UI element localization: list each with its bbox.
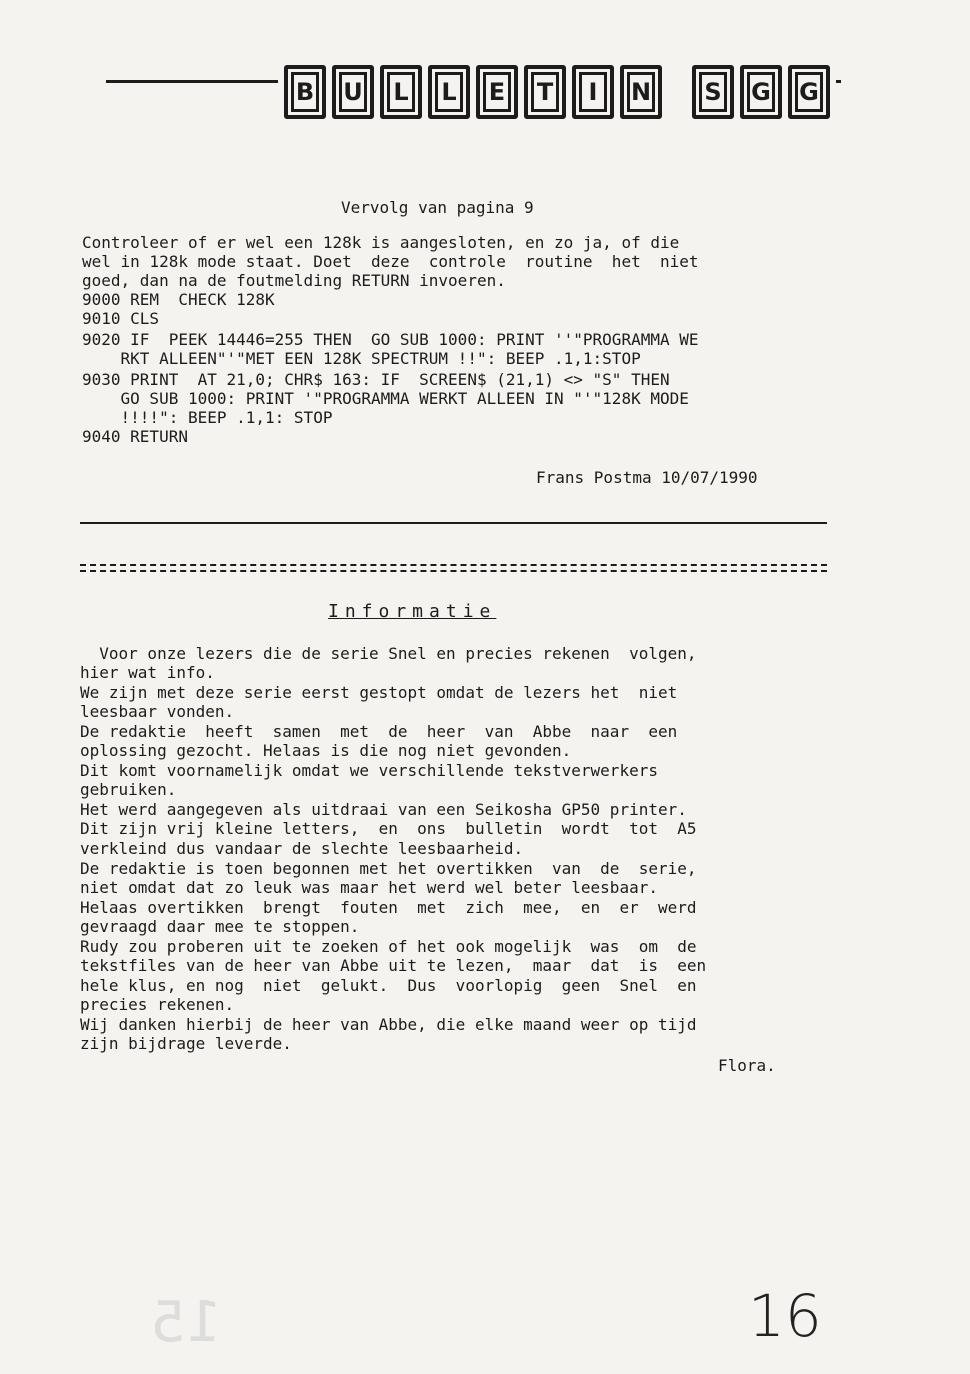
double-dashed-divider	[80, 564, 827, 572]
article1-line: Controleer of er wel een 128k is aangesloten, en zo ja, of die	[82, 233, 680, 252]
article2-title: Informatie	[328, 601, 497, 622]
article1-line: goed, dan na de foutmelding RETURN invoeren.	[82, 271, 506, 290]
article2-line: hele klus, en nog niet gelukt. Dus voorlopig geen Snel en	[80, 976, 697, 995]
code-line: 9040 RETURN	[82, 427, 188, 446]
code-line: !!!!": BEEP .1,1: STOP	[82, 408, 333, 427]
banner-letter: G	[740, 65, 782, 119]
banner-letter: I	[572, 65, 614, 119]
article2-line: Dit zijn vrij kleine letters, en ons bulletin wordt tot A5	[80, 819, 697, 838]
article2-line: gevraagd daar mee te stoppen.	[80, 917, 360, 936]
banner-letter: N	[620, 65, 662, 119]
banner-letter: E	[476, 65, 518, 119]
banner-letter: L	[380, 65, 422, 119]
article1-signature: Frans Postma 10/07/1990	[536, 468, 758, 487]
banner-letter: T	[524, 65, 566, 119]
banner-letter: L	[428, 65, 470, 119]
article2-line: Rudy zou proberen uit te zoeken of het ook mogelijk was om de	[80, 937, 697, 956]
bleed-through-page-number: 15	[150, 1290, 222, 1355]
article2-line: zijn bijdrage leverde.	[80, 1034, 292, 1053]
article2-line: hier wat info.	[80, 663, 215, 682]
article2-line: Dit komt voornamelijk omdat we verschillende tekstverwerkers	[80, 761, 658, 780]
article2-line: Wij danken hierbij de heer van Abbe, die elke maand weer op tijd	[80, 1015, 697, 1034]
banner-letter: B	[284, 65, 326, 119]
article1-line: wel in 128k mode staat. Doet deze controle routine het niet	[82, 252, 699, 271]
article2-line: precies rekenen.	[80, 995, 235, 1014]
article2-line: oplossing gezocht. Helaas is die nog niet gevonden.	[80, 741, 572, 760]
article2-line: tekstfiles van de heer van Abbe uit te lezen, maar dat is een	[80, 956, 707, 975]
article2-signature: Flora.	[718, 1056, 776, 1075]
continued-note: Vervolg van pagina 9	[341, 198, 534, 217]
code-line: 9000 REM CHECK 128K	[82, 290, 275, 309]
bulletin-banner	[278, 64, 836, 120]
banner-letter: G	[788, 65, 830, 119]
article2-line: Voor onze lezers die de serie Snel en precies rekenen volgen,	[80, 644, 697, 663]
section-divider	[80, 522, 827, 524]
code-line: 9020 IF PEEK 14446=255 THEN GO SUB 1000: PRINT ''"PROGRAMMA WE	[82, 330, 699, 349]
code-line: GO SUB 1000: PRINT '"PROGRAMMA WERKT ALLEEN IN "'"128K MODE	[82, 389, 689, 408]
code-line: 9030 PRINT AT 21,0; CHR$ 163: IF SCREEN$ (21,1) <> "S" THEN	[82, 370, 670, 389]
article2-line: De redaktie is toen begonnen met het overtikken van de serie,	[80, 859, 697, 878]
article2-line: gebruiken.	[80, 780, 177, 799]
article2-line: leesbaar vonden.	[80, 702, 235, 721]
article2-line: niet omdat dat zo leuk was maar het werd wel beter leesbaar.	[80, 878, 658, 897]
page-number: 16	[748, 1282, 822, 1350]
banner-letter: S	[692, 65, 734, 119]
code-line: 9010 CLS	[82, 309, 160, 328]
banner-letter: U	[332, 65, 374, 119]
article2-line: We zijn met deze serie eerst gestopt omdat de lezers het niet	[80, 683, 678, 702]
article2-line: Helaas overtikken brengt fouten met zich mee, en er werd	[80, 898, 697, 917]
article2-line: De redaktie heeft samen met de heer van Abbe naar een	[80, 722, 678, 741]
article2-line: Het werd aangegeven als uitdraai van een Seikosha GP50 printer.	[80, 800, 687, 819]
code-line: RKT ALLEEN"'"MET EEN 128K SPECTRUM !!": BEEP .1,1:STOP	[82, 349, 641, 368]
article2-line: verkleind dus vandaar de slechte leesbaarheid.	[80, 839, 524, 858]
